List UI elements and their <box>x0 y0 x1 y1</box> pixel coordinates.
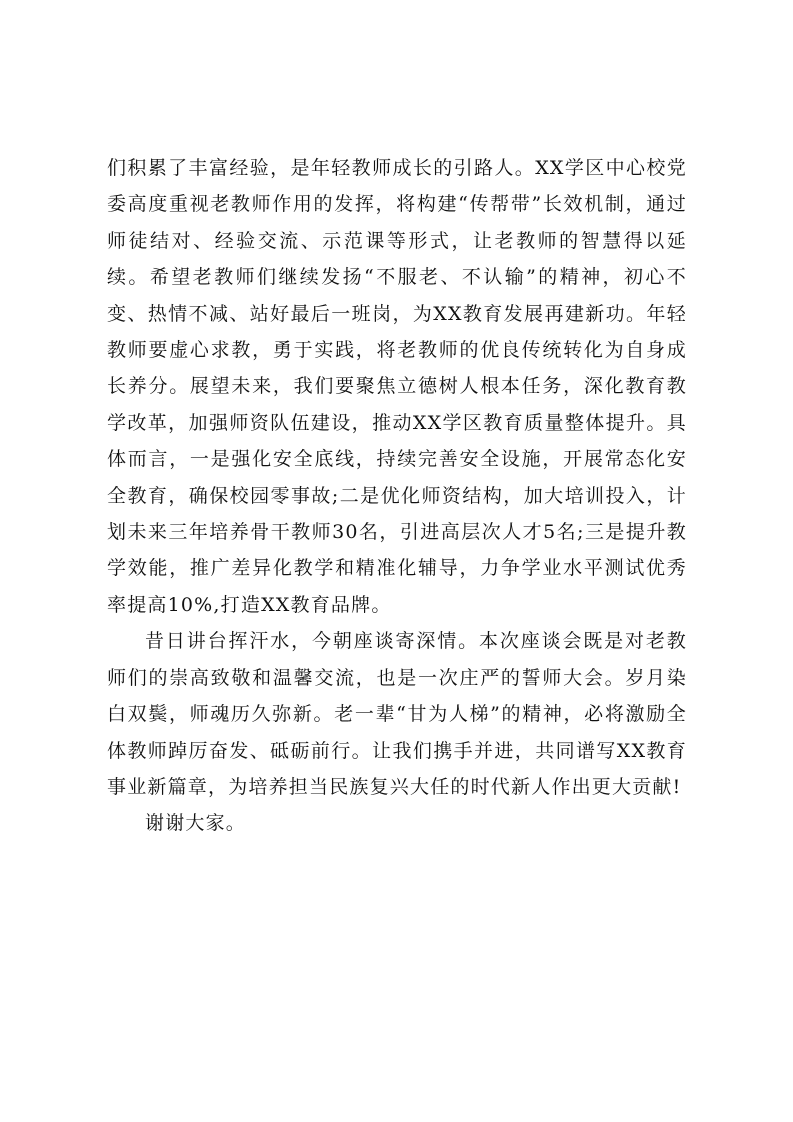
paragraph-continuation: 们积累了丰富经验，是年轻教师成长的引路人。XX学区中心校党委高度重视老教师作用的发挥，将构建“传帮带”长效机制，通过师徒结对、经验交流、示范课等形式，让老教师的智慧得以延续。希望老教师们继续发扬“不服老、不认输”的精神，初心不变、热情不减、站好最后一班岗，为XX教育发展再建新功。年轻教师要虚心求教，勇于实践，将老教师的优良传统转化为自身成长养分。展望未来，我们要聚焦立德树人根本任务，深化教育教学改革，加强师资队伍建设，推动XX学区教育质量整体提升。具体而言，一是强化安全底线，持续完善安全设施，开展常态化安全教育，确保校园零事故;二是优化师资结构，加大培训投入，计划未来三年培养骨干教师30名，引进高层次人才5名;三是提升教学效能，推广差异化教学和精准化辅导，力争学业水平测试优秀率提高10%,打造XX教育品牌。 <box>107 157 687 616</box>
paragraph-thanks: 谢谢大家。 <box>145 812 247 835</box>
paragraph-closing: 昔日讲台挥汗水，今朝座谈寄深情。本次座谈会既是对老教师们的崇高致敬和温馨交流，也是一次庄严的誓师大会。岁月染白双鬓，师魂历久弥新。老一辈“甘为人梯”的精神，必将激励全体教师踔厉奋发、砥砺前行。让我们携手并进，共同谱写XX教育事业新篇章，为培养担当民族复兴大任的时代新人作出更大贡献! <box>107 630 687 798</box>
document-body <box>107 150 687 842</box>
